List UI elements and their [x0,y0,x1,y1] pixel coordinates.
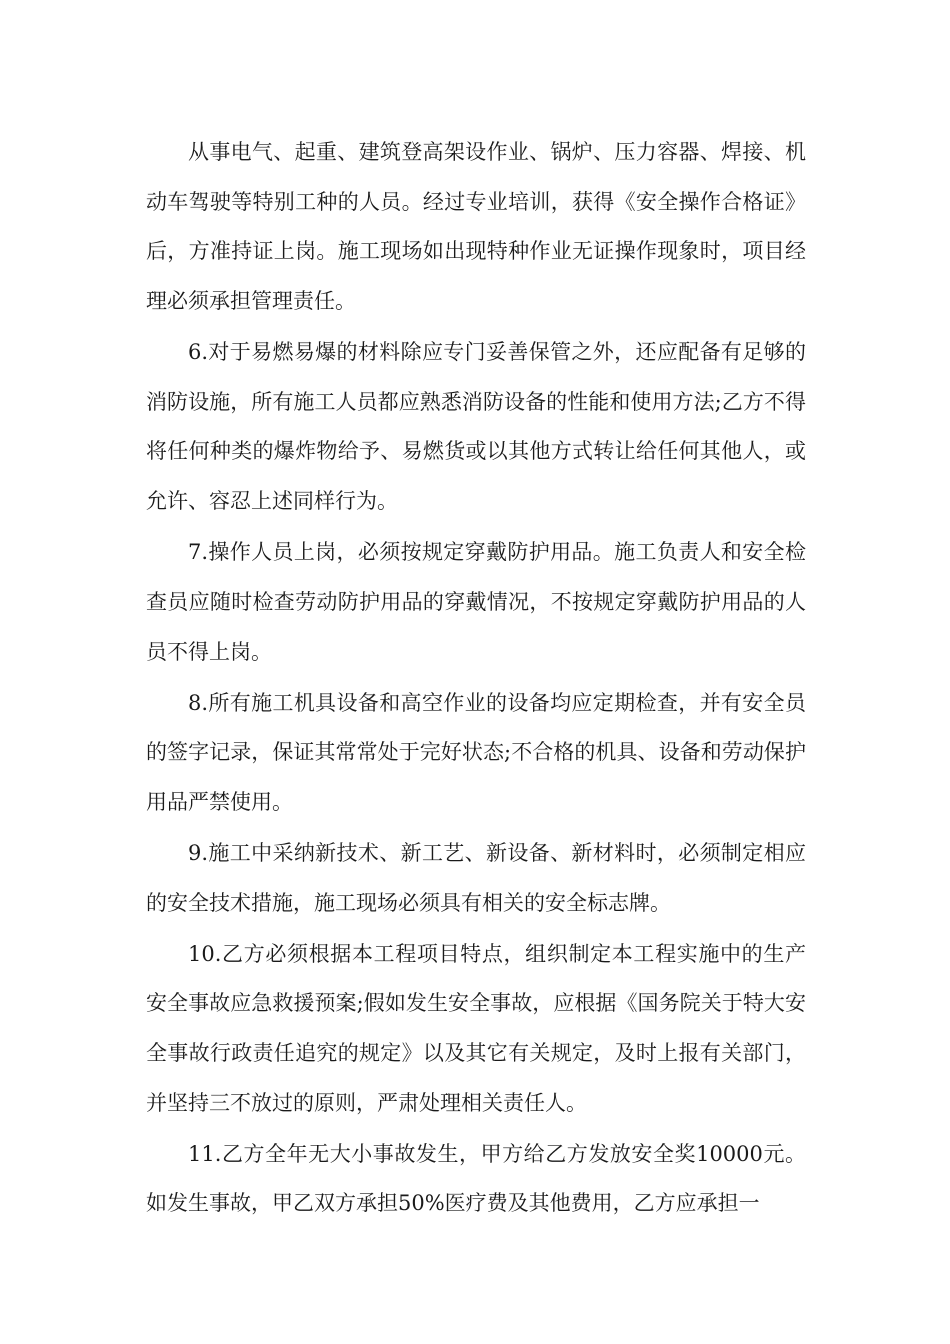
paragraph-special-workers: 从事电气、起重、建筑登高架设作业、锅炉、压力容器、焊接、机动车驾驶等特别工种的人员。经过专业培训，获得《安全操作合格证》后，方准持证上岗。施工现场如出现特种作业无证操作现象时，项目经理必须承担管理责任。 [146,140,806,314]
paragraph-item-9: 9.施工中采纳新技术、新工艺、新设备、新材料时，必须制定相应的安全技术措施，施工现场必须具有相关的安全标志牌。 [146,840,806,915]
document-page [146,128,806,1230]
paragraph-item-7: 7.操作人员上岗，必须按规定穿戴防护用品。施工负责人和安全检查员应随时检查劳动防护用品的穿戴情况，不按规定穿戴防护用品的人员不得上岗。 [146,540,806,664]
paragraph-item-11: 11.乙方全年无大小事故发生，甲方给乙方发放安全奖10000元。如发生事故，甲乙双方承担50%医疗费及其他费用，乙方应承担一 [146,1141,806,1216]
paragraph-item-8: 8.所有施工机具设备和高空作业的设备均应定期检查，并有安全员的签字记录，保证其常常处于完好状态;不合格的机具、设备和劳动保护用品严禁使用。 [146,690,806,814]
paragraph-item-10: 10.乙方必须根据本工程项目特点，组织制定本工程实施中的生产安全事故应急救援预案;假如发生安全事故，应根据《国务院关于特大安全事故行政责任追究的规定》以及其它有关规定，及时上报有关部门，并坚持三不放过的原则，严肃处理相关责任人。 [146,941,806,1115]
paragraph-item-6: 6.对于易燃易爆的材料除应专门妥善保管之外，还应配备有足够的消防设施，所有施工人员都应熟悉消防设备的性能和使用方法;乙方不得将任何种类的爆炸物给予、易燃货或以其他方式转让给任何其他人，或允许、容忍上述同样行为。 [146,340,806,514]
